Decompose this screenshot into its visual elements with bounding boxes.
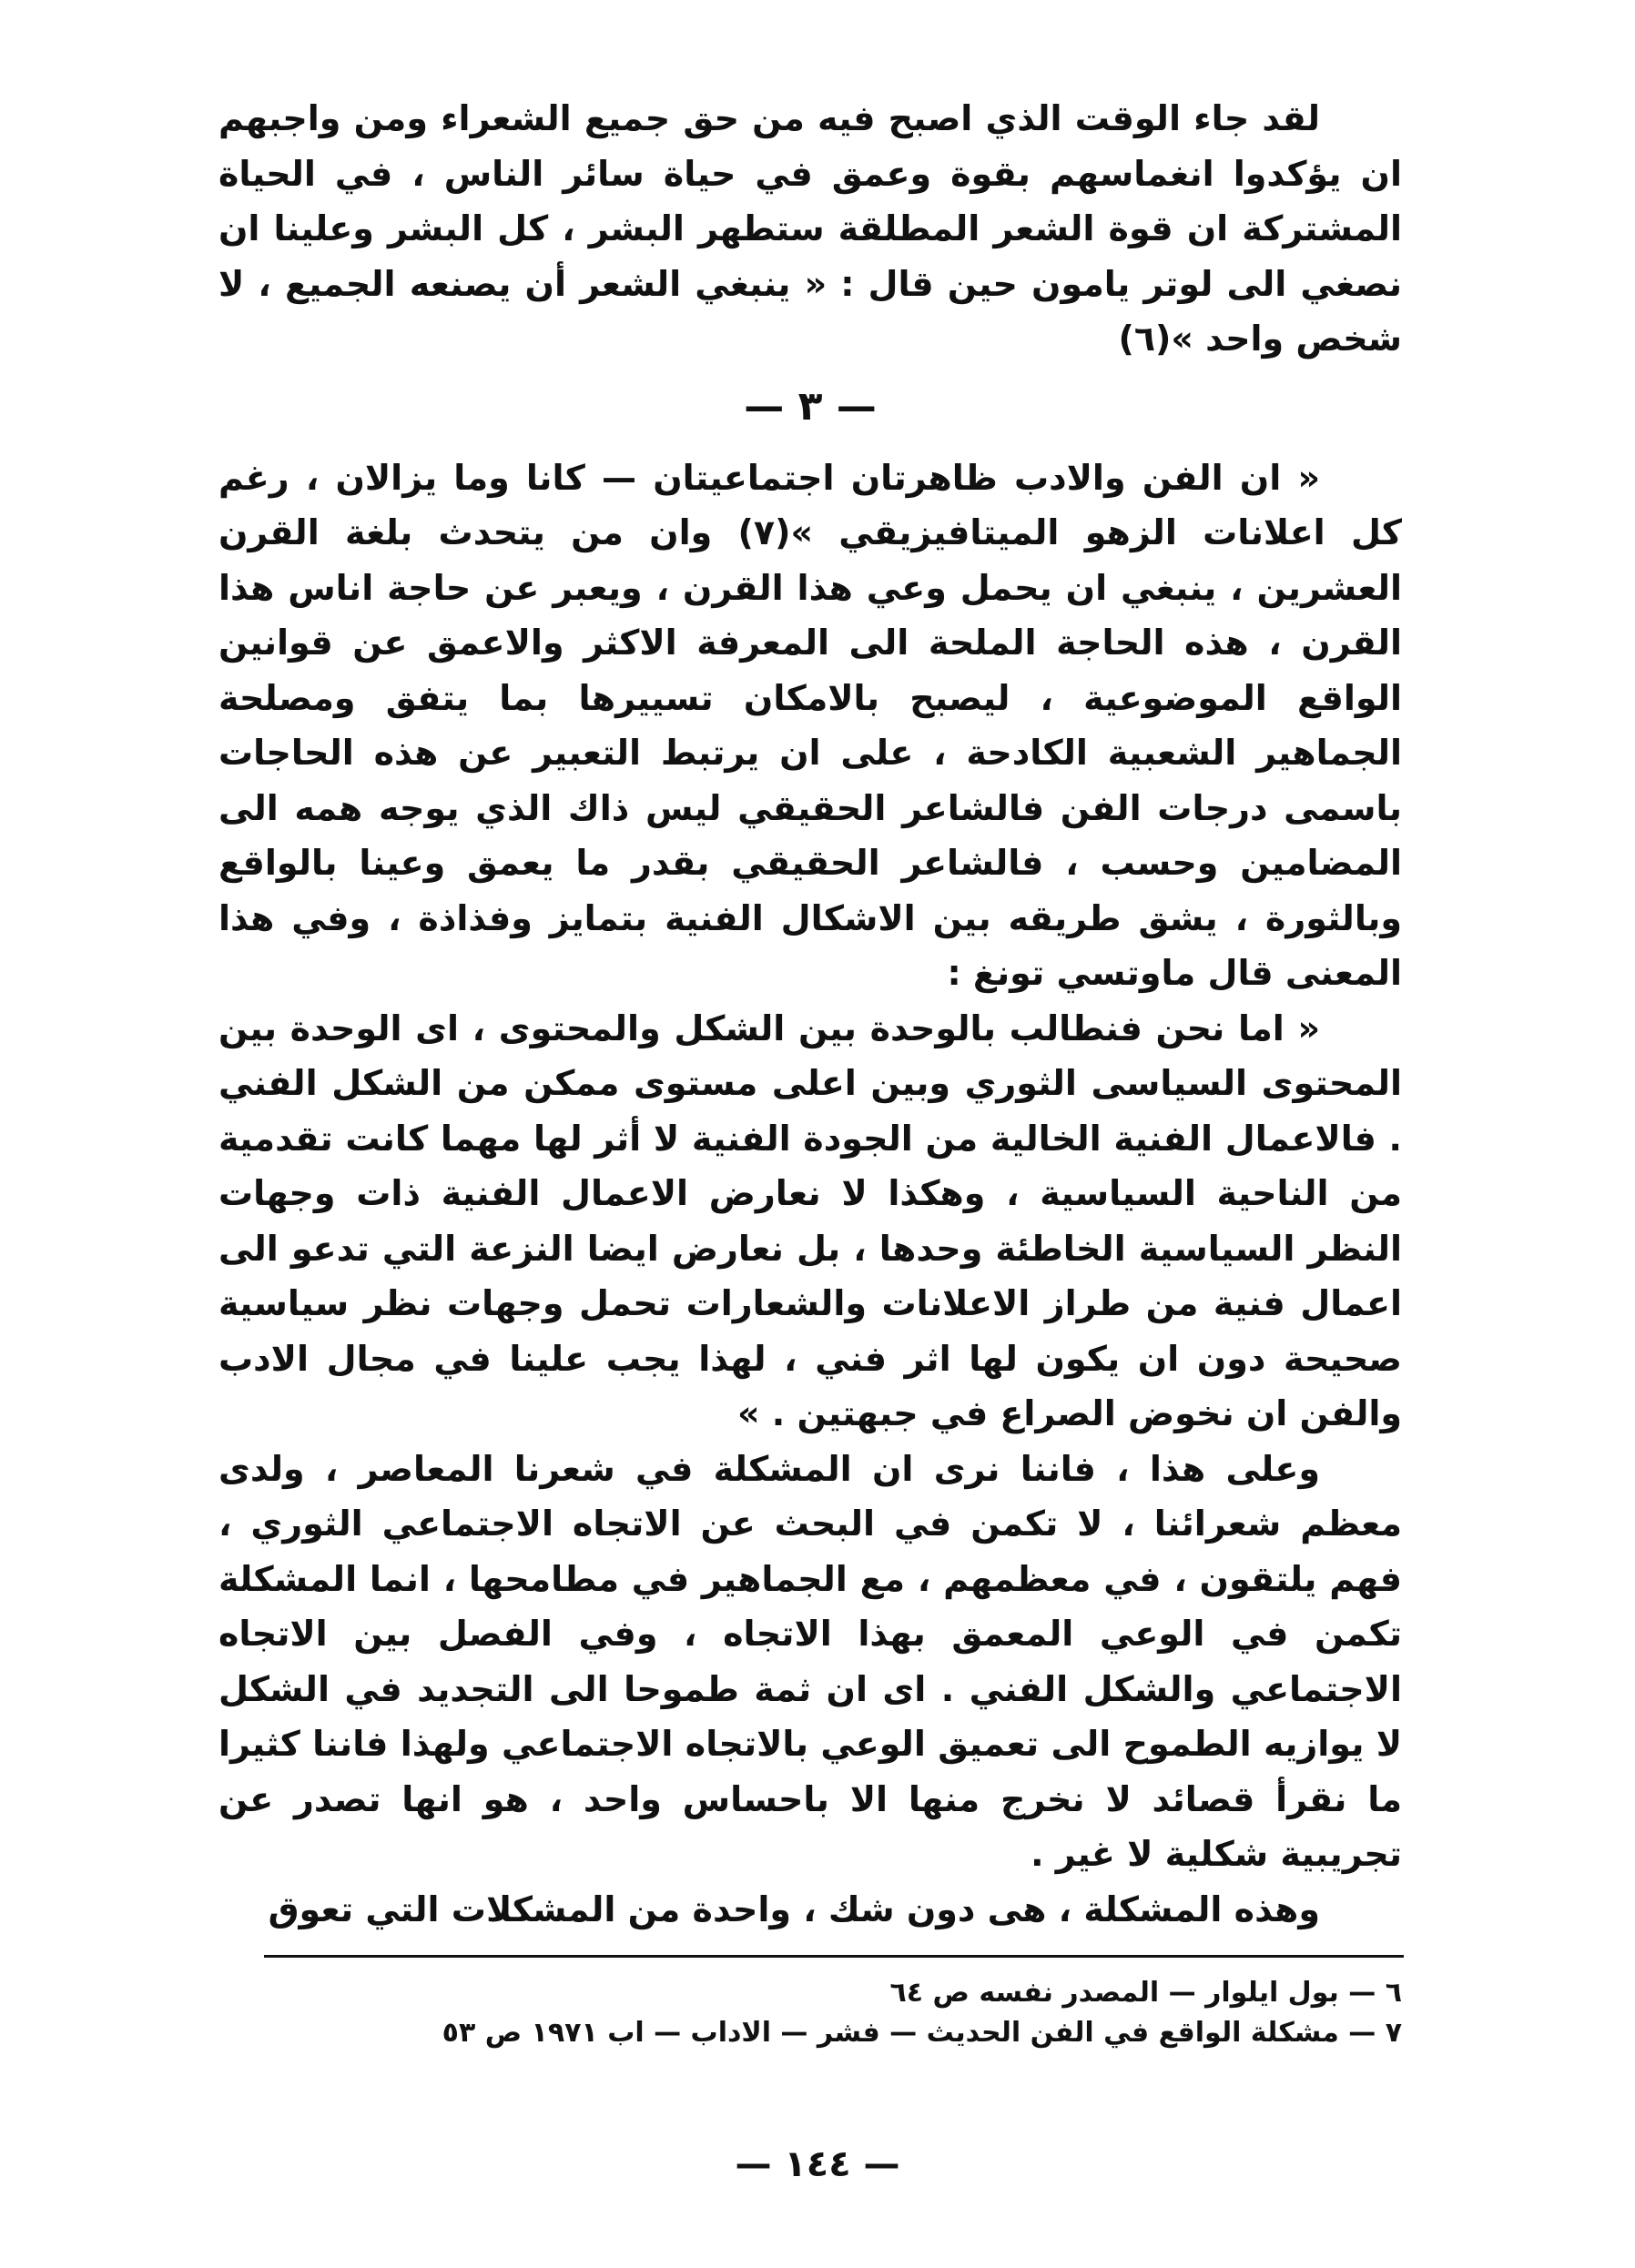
paragraph-art-literature: « ان الفن والادب ظاهرتان اجتماعيتان — كانا وما يزالان ، رغم كل اعلانات الزهو الميتافيزيقي »(٧) وان من يتحدث بلغة القرن العشرين ، ينبغي ان يحمل وعي هذا القرن ، ويعبر عن حاجة اناس هذا القرن ، هذه الحاجة الملحة الى المعرفة الاكثر والاعمق عن قوانين الواقع الموضوعية ، ليصبح بالامكان تسييرها بما يتفق ومصلحة الجماهير الشعبية الكادحة ، على ان يرتبط التعبير عن هذه الحاجات باسمى درجات الفن فالشاعر الحقيقي ليس ذاك الذي يوجه همه الى المضامين وحسب ، فالشاعر الحقيقي بقدر ما يعمق وعينا بالواقع وبالثورة ، يشق طريقه بين الاشكال الفنية بتمايز وفذاذة ، وفي هذا المعنى قال ماوتسي تونغ : xyxy=(218,457,1402,993)
footnote-divider xyxy=(264,1955,1404,1958)
page-body xyxy=(218,91,1402,1937)
section-number: — ٣ — xyxy=(744,382,877,430)
footnote-7: ٧ — مشكلة الواقع في الفن الحديث — فشر — الاداب — اب ١٩٧١ ص ٥٣ xyxy=(442,2017,1402,2049)
footnote-6: ٦ — بول ايلوار — المصدر نفسه ص ٦٤ xyxy=(889,1977,1402,2009)
paragraph-problem: وعلى هذا ، فاننا نرى ان المشكلة في شعرنا المعاصر ، ولدى معظم شعرائنا ، لا تكمن في البحث عن الاتجاه الاجتماعي الثوري ، فهم يلتقون ، في معظمهم ، مع الجماهير في مطامحها ، انما المشكلة تكمن في الوعي المعمق بهذا الاتجاه ، وفي الفصل بين الاتجاه الاجتماعي والشكل الفني . اى ان ثمة طموحا الى التجديد في الشكل لا يوازيه الطموح الى تعميق الوعي بالاتجاه الاجتماعي ولهذا فاننا كثيرا ما نقرأ قصائد لا نخرج منها الا باحساس واحد ، هو انها تصدر عن تجريبية شكلية لا غير . xyxy=(218,1448,1402,1874)
footnotes xyxy=(382,1973,1402,2053)
paragraph-intro: لقد جاء الوقت الذي اصبح فيه من حق جميع الشعراء ومن واجبهم ان يؤكدوا انغماسهم بقوة وعمق في حياة سائر الناس ، في الحياة المشتركة ان قوة الشعر المطلقة ستطهر البشر ، كل البشر وعلينا ان نصغي الى لوتر يامون حين قال : « ينبغي الشعر أن يصنعه الجميع ، لا شخص واحد »(٦) xyxy=(218,98,1402,359)
page-number: — ١٤٤ — xyxy=(735,2143,900,2185)
paragraph-mao-quote: « اما نحن فنطالب بالوحدة بين الشكل والمحتوى ، اى الوحدة بين المحتوى السياسى الثوري وبين اعلى مستوى ممكن من الشكل الفني . فالاعمال الفنية الخالية من الجودة الفنية لا أثر لها مهما كانت تقدمية من الناحية السياسية ، وهكذا لا نعارض الاعمال الفنية ذات وجهات النظر السياسية الخاطئة وحدها ، بل نعارض ايضا النزعة التي تدعو الى اعمال فنية من طراز الاعلانات والشعارات تحمل وجهات نظر سياسية صحيحة دون ان يكون لها اثر فني ، لهذا يجب علينا في مجال الادب والفن ان نخوض الصراع في جبهتين . » xyxy=(218,1007,1402,1433)
paragraph-closing: وهذه المشكلة ، هى دون شك ، واحدة من المشكلات التي تعوق xyxy=(268,1888,1320,1929)
